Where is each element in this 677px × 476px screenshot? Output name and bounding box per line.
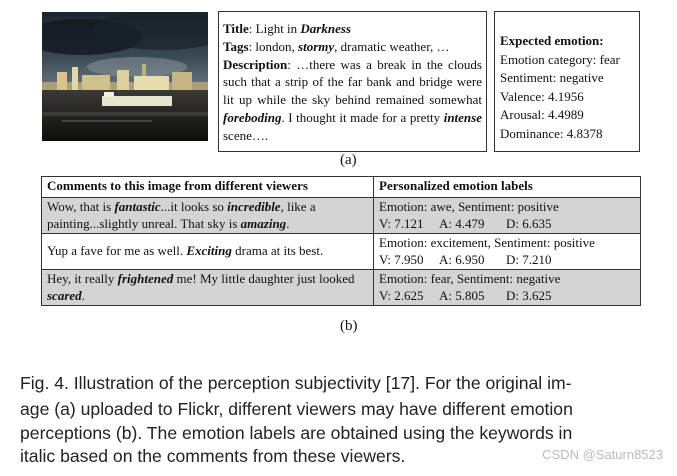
emotion-sentiment: Sentiment: negative <box>500 70 604 85</box>
tags-text-rest: , dramatic weather, … <box>334 38 450 54</box>
comment-text: drama at its best. <box>231 243 324 259</box>
caption-line: age (a) uploaded to Flickr, different viewers may have different emotion <box>20 399 573 419</box>
comment-text: Wow, that is <box>47 199 115 214</box>
caption-line: italic based on the comments from these viewers. <box>20 446 406 466</box>
comment-text: Yup a fave for me as well. <box>47 243 187 259</box>
comment-keyword: amazing <box>240 215 287 231</box>
valence-value: V: 7.950 <box>379 251 424 267</box>
watermark: CSDN @Saturn8523 <box>542 447 663 462</box>
description-text-2: . I thought it made for a pretty <box>281 109 444 125</box>
label-cell <box>374 270 641 306</box>
label-cell <box>374 198 641 234</box>
comment-keyword: fantastic <box>114 199 161 214</box>
comment-keyword: frightened <box>117 271 174 286</box>
comment-text: , like a painting...slightly unreal. That sky is <box>47 199 316 231</box>
title-text: Light in <box>255 21 301 36</box>
comment-text: . <box>286 215 290 231</box>
arousal-value: A: 4.479 <box>439 215 485 231</box>
subfigure-label-a: (a) <box>340 152 357 168</box>
emotion-label: Emotion: excitement, Sentiment: positive <box>379 235 595 250</box>
description-text: : …there was a break in the clouds such that a strip of the far bank and bridge were lit up while the sky behind remained somewhat <box>223 56 482 108</box>
comment-keyword: scared <box>47 287 82 303</box>
tags-keyword: stormy <box>298 38 335 54</box>
viewer-comments-table <box>41 176 641 306</box>
expected-emotion-header: Expected emotion: <box>500 33 604 48</box>
table-row <box>42 270 641 306</box>
valence-value: V: 2.625 <box>379 287 424 303</box>
description-keyword-2: intense <box>443 109 482 125</box>
valence-value: V: 7.121 <box>379 215 424 231</box>
tags-label: Tags <box>223 38 249 54</box>
title-label: Title <box>223 21 249 36</box>
subfigure-label-b: (b) <box>340 318 358 334</box>
arousal-value: A: 5.805 <box>439 287 485 303</box>
table-header-labels: Personalized emotion labels <box>374 177 641 198</box>
emotion-dominance: Dominance: 4.8378 <box>500 125 603 141</box>
comment-cell <box>42 270 374 306</box>
tags-text: london, <box>255 38 299 54</box>
table-header-row <box>42 177 641 198</box>
comment-text: me! My little daughter just looked <box>173 271 355 286</box>
comment-cell <box>42 234 374 270</box>
emotion-category: Emotion category: fear <box>500 51 620 67</box>
description-label: Description <box>223 56 288 72</box>
image-metadata-box <box>218 11 487 152</box>
dominance-value: D: 6.635 <box>506 215 552 231</box>
label-cell <box>374 234 641 270</box>
expected-emotion-box <box>494 11 640 152</box>
caption-line: perceptions (b). The emotion labels are obtained using the keywords in <box>20 423 573 443</box>
description <box>223 56 482 145</box>
comment-text: Hey, it really <box>47 271 118 286</box>
table-row <box>42 234 641 270</box>
tags-line: Tags: london, stormy, dramatic weather, … <box>223 38 450 54</box>
comment-cell <box>42 198 374 234</box>
dominance-value: D: 7.210 <box>506 251 552 267</box>
emotion-arousal: Arousal: 4.4989 <box>500 107 584 122</box>
emotion-label: Emotion: fear, Sentiment: negative <box>379 271 561 286</box>
emotion-valence: Valence: 4.1956 <box>500 88 584 104</box>
table-row <box>42 198 641 234</box>
emotion-label: Emotion: awe, Sentiment: positive <box>379 199 559 214</box>
title-keyword: Darkness <box>300 21 351 36</box>
comment-keyword: Exciting <box>186 243 232 259</box>
description-text-3: scene…. <box>223 127 269 143</box>
storm-city-photo <box>42 12 208 141</box>
dominance-value: D: 3.625 <box>506 287 552 303</box>
comment-keyword: incredible <box>227 199 281 214</box>
comment-text: ...it looks so <box>160 199 228 214</box>
description-keyword-1: foreboding <box>223 109 282 125</box>
title-line: Title: Light in Darkness <box>223 21 351 36</box>
comment-text: . <box>81 287 85 303</box>
table-header-comments: Comments to this image from different viewers <box>42 177 374 198</box>
caption-line: Fig. 4. Illustration of the perception subjectivity [17]. For the original im- <box>20 373 572 393</box>
arousal-value: A: 6.950 <box>439 251 485 267</box>
